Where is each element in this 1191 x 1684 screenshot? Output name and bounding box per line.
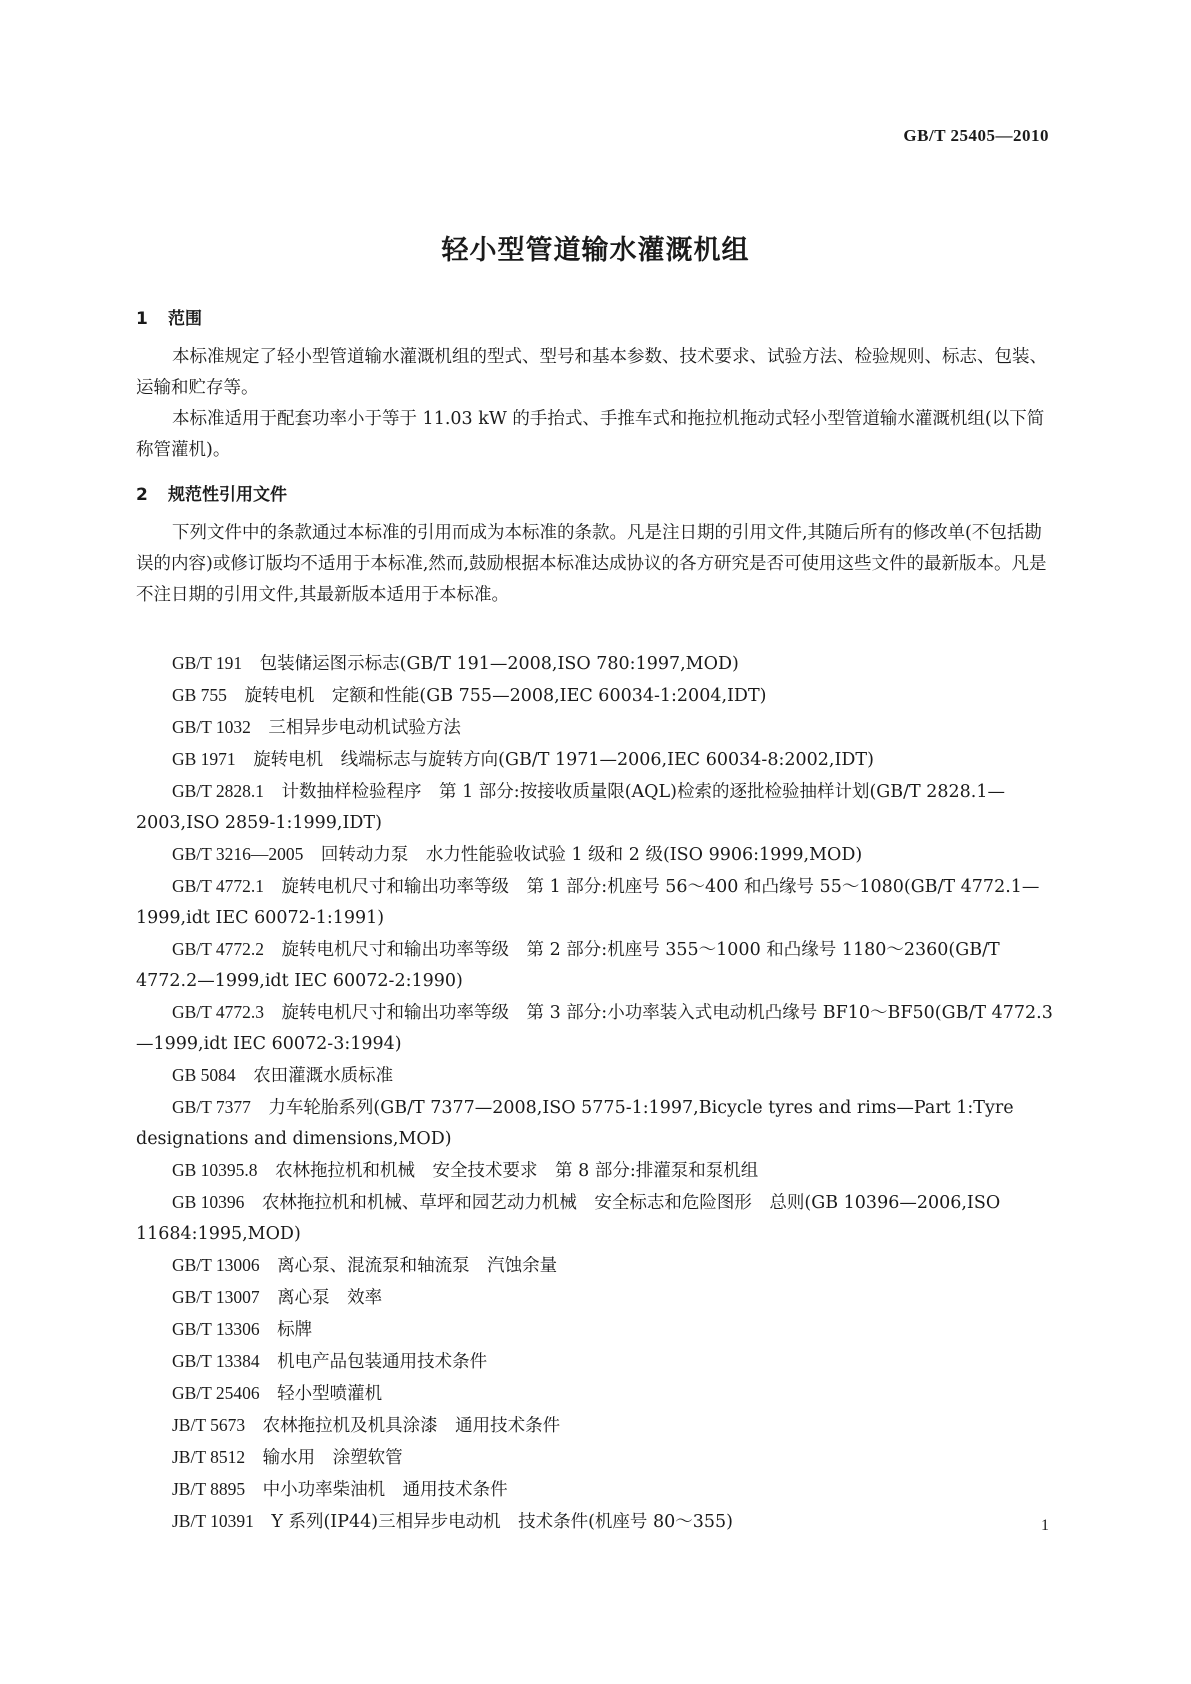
reference-item	[136, 1346, 1056, 1378]
reference-item	[136, 1250, 1056, 1282]
reference-item	[136, 1092, 1056, 1155]
reference-title: 旋转电机 定额和性能(GB 755—2008,IEC 60034-1:2004,IDT)	[244, 686, 767, 706]
reference-code: JB/T 8512	[172, 1447, 246, 1467]
reference-code: JB/T 5673	[172, 1415, 246, 1435]
reference-code: GB/T 13306	[172, 1319, 260, 1339]
document-title: 轻小型管道输水灌溉机组	[441, 235, 750, 266]
standard-code: GB/T 25405—2010	[903, 126, 1049, 145]
reference-code: GB/T 4772.3	[172, 1002, 265, 1022]
paragraph	[136, 342, 1056, 404]
reference-item	[136, 1060, 1056, 1092]
reference-title: 轻小型喷灌机	[277, 1384, 383, 1404]
reference-list	[136, 648, 1056, 1538]
reference-title: 输水用 涂塑软管	[262, 1448, 403, 1468]
reference-code: GB/T 25406	[172, 1383, 260, 1403]
reference-item	[136, 997, 1056, 1060]
reference-title: 旋转电机 线端标志与旋转方向(GB/T 1971—2006,IEC 60034-8:2002,IDT)	[253, 750, 874, 770]
section-number: 2	[136, 485, 148, 505]
reference-code: GB/T 1032	[172, 717, 251, 737]
reference-item	[136, 680, 1056, 712]
section-number: 1	[136, 309, 148, 329]
paragraph-text: 下列文件中的条款通过本标准的引用而成为本标准的条款。凡是注日期的引用文件,其随后所有的修改单(不包括勘误的内容)或修订版均不适用于本标准,然而,鼓励根据本标准达成协议的各方研究是否可使用这些文件的最新版本。凡是不注日期的引用文件,其最新版本适用于本标准。	[136, 523, 1047, 605]
reference-code: GB/T 13007	[172, 1287, 260, 1307]
reference-code: GB 10395.8	[172, 1160, 258, 1180]
reference-code: GB 755	[172, 685, 227, 705]
reference-title: 包装储运图示标志(GB/T 191—2008,ISO 780:1997,MOD)	[259, 654, 739, 674]
section-heading-scope	[136, 304, 202, 329]
reference-title: 离心泵 效率	[277, 1288, 383, 1308]
reference-item	[136, 712, 1056, 744]
reference-code: GB/T 4772.2	[172, 939, 265, 959]
reference-item	[136, 1155, 1056, 1187]
reference-item	[136, 839, 1056, 871]
reference-item	[136, 1282, 1056, 1314]
reference-title: 离心泵、混流泵和轴流泵 汽蚀余量	[277, 1256, 558, 1276]
reference-title: 标牌	[277, 1320, 313, 1340]
reference-title: 农林拖拉机及机具涂漆 通用技术条件	[262, 1416, 561, 1436]
reference-title: 旋转电机尺寸和输出功率等级 第 2 部分:机座号 355～1000 和凸缘号 1180～2360(GB/T 4772.2—1999,idt IEC 60072-2:1990)	[136, 940, 1000, 991]
reference-item	[136, 776, 1056, 839]
page-number: 1	[1041, 1517, 1049, 1534]
reference-item	[136, 871, 1056, 934]
reference-item	[136, 934, 1056, 997]
reference-item	[136, 648, 1056, 680]
reference-code: JB/T 10391	[172, 1511, 254, 1531]
reference-title: 力车轮胎系列(GB/T 7377—2008,ISO 5775-1:1997,Bicycle tyres and rims—Part 1:Tyre designations and dimensions,MOD)	[136, 1098, 1014, 1149]
paragraph-text: 本标准规定了轻小型管道输水灌溉机组的型式、型号和基本参数、技术要求、试验方法、检验规则、标志、包装、运输和贮存等。	[136, 347, 1047, 398]
paragraph	[136, 518, 1056, 611]
section-heading-normative-references	[136, 480, 287, 505]
reference-title: 计数抽样检验程序 第 1 部分:按接收质量限(AQL)检索的逐批检验抽样计划(GB/T 2828.1—2003,ISO 2859-1:1999,IDT)	[136, 782, 1005, 833]
reference-code: GB/T 4772.1	[172, 876, 265, 896]
section-title: 范围	[168, 309, 202, 329]
reference-title: 农林拖拉机和机械 安全技术要求 第 8 部分:排灌泵和泵机组	[275, 1161, 759, 1181]
reference-title: 农林拖拉机和机械、草坪和园艺动力机械 安全标志和危险图形 总则(GB 10396—2006,ISO 11684:1995,MOD)	[136, 1193, 1001, 1244]
reference-title: Y 系列(IP44)三相异步电动机 技术条件(机座号 80～355)	[271, 1512, 733, 1532]
reference-code: GB/T 3216—2005	[172, 844, 304, 864]
section-title: 规范性引用文件	[168, 485, 287, 505]
reference-item	[136, 1474, 1056, 1506]
paragraph-text: 本标准适用于配套功率小于等于 11.03 kW 的手抬式、手推车式和拖拉机拖动式轻小型管道输水灌溉机组(以下简称管灌机)。	[136, 409, 1045, 460]
reference-code: GB/T 2828.1	[172, 781, 265, 801]
paragraph	[136, 404, 1056, 466]
reference-code: GB/T 13384	[172, 1351, 260, 1371]
reference-code: GB/T 7377	[172, 1097, 251, 1117]
reference-item	[136, 1187, 1056, 1250]
reference-item	[136, 1378, 1056, 1410]
reference-item	[136, 1506, 1056, 1538]
reference-code: GB 1971	[172, 749, 236, 769]
reference-title: 回转动力泵 水力性能验收试验 1 级和 2 级(ISO 9906:1999,MOD)	[320, 845, 863, 865]
reference-title: 机电产品包装通用技术条件	[277, 1352, 488, 1372]
reference-item	[136, 1410, 1056, 1442]
reference-item	[136, 744, 1056, 776]
reference-code: JB/T 8895	[172, 1479, 246, 1499]
reference-title: 旋转电机尺寸和输出功率等级 第 3 部分:小功率装入式电动机凸缘号 BF10～BF50(GB/T 4772.3—1999,idt IEC 60072-3:1994)	[136, 1003, 1053, 1054]
reference-title: 农田灌溉水质标准	[253, 1066, 394, 1086]
reference-item	[136, 1442, 1056, 1474]
reference-title: 旋转电机尺寸和输出功率等级 第 1 部分:机座号 56～400 和凸缘号 55～1080(GB/T 4772.1—1999,idt IEC 60072-1:1991)	[136, 877, 1040, 928]
reference-code: GB/T 191	[172, 653, 243, 673]
reference-item	[136, 1314, 1056, 1346]
reference-title: 三相异步电动机试验方法	[268, 718, 461, 738]
reference-code: GB/T 13006	[172, 1255, 260, 1275]
reference-code: GB 10396	[172, 1192, 245, 1212]
reference-title: 中小功率柴油机 通用技术条件	[262, 1480, 508, 1500]
reference-code: GB 5084	[172, 1065, 236, 1085]
